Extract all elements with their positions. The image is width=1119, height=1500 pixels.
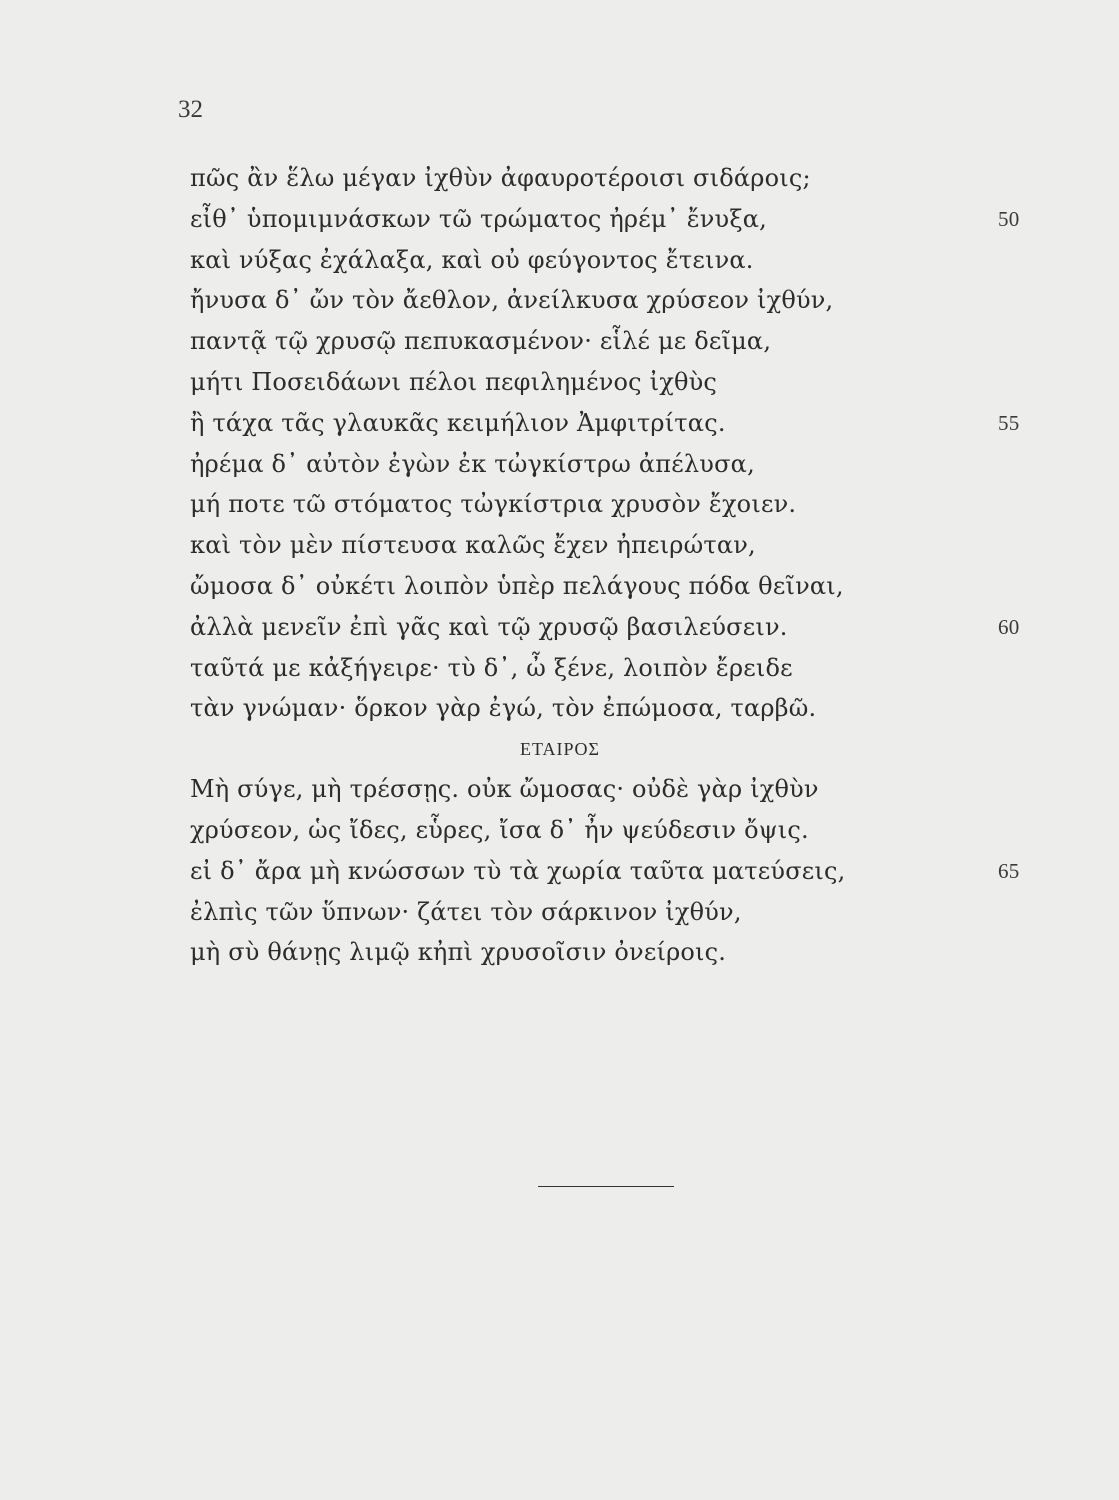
poem-line-text: μὴ σὺ θάνῃς λιμῷ κἠπὶ χρυσοῖσιν ὀνείροις. xyxy=(190,938,727,967)
line-number: 55 xyxy=(998,410,1020,435)
poem-line xyxy=(190,851,1050,892)
poem-line-text: καὶ τὸν μὲν πίστευσα καλῶς ἔχεν ἠπειρώταν, xyxy=(190,531,756,560)
poem-line xyxy=(190,525,1050,566)
poem-line xyxy=(190,321,1050,362)
poem-line-text: ἤνυσα δ᾽ ὤν τὸν ἄεθλον, ἀνείλκυσα χρύσεον ἰχθύν, xyxy=(190,286,834,315)
poem-line xyxy=(190,362,1050,403)
poem-line-text: μήτι Ποσειδάωνι πέλοι πεφιλημένος ἰχθὺς xyxy=(190,367,718,396)
poem-line xyxy=(190,240,1050,281)
poem-line-text: Μὴ σύγε, μὴ τρέσσῃς. οὐκ ὤμοσας· οὐδὲ γὰρ ἰχθὺν xyxy=(190,775,819,804)
poem-line xyxy=(190,444,1050,485)
poem-line xyxy=(190,892,1050,933)
poem-line-text: ταῦτά με κἀξήγειρε· τὺ δ᾽, ὦ ξένε, λοιπὸν ἔρειδε xyxy=(190,653,793,682)
poem-line-text: ἠρέμα δ᾽ αὐτὸν ἐγὼν ἐκ τὠγκίστρω ἀπέλυσα, xyxy=(190,449,755,478)
poem-line xyxy=(190,648,1050,689)
line-number: 50 xyxy=(998,206,1020,231)
poem-line-text: ἀλλὰ μενεῖν ἐπὶ γᾶς καὶ τῷ χρυσῷ βασιλεύσειν. xyxy=(190,612,788,641)
end-rule xyxy=(538,1186,674,1187)
poem-line xyxy=(190,932,1050,973)
speaker-heading: ΕΤΑΙΡΟΣ xyxy=(519,739,601,760)
page-number: 32 xyxy=(178,96,203,123)
poem-line xyxy=(190,566,1050,607)
poem-section-1 xyxy=(190,158,1050,729)
poem-line xyxy=(190,403,1050,444)
poem-line xyxy=(190,688,1050,729)
poem-line-text: ἐλπὶς τῶν ὕπνων· ζάτει τὸν σάρκινον ἰχθύν, xyxy=(190,897,742,926)
poem-line xyxy=(190,607,1050,648)
poem-line-text: μή ποτε τῶ στόματος τὠγκίστρια χρυσὸν ἔχοιεν. xyxy=(190,490,797,519)
line-number: 65 xyxy=(998,858,1020,883)
poem-section-2 xyxy=(190,769,1050,973)
poem-line xyxy=(190,280,1050,321)
poem-line-text: τὰν γνώμαν· ὅρκον γὰρ ἐγώ, τὸν ἐπώμοσα, ταρβῶ. xyxy=(190,694,817,723)
poem-line xyxy=(190,158,1050,199)
poem-line-text: καὶ νύξας ἐχάλαξα, καὶ οὐ φεύγοντος ἔτεινα. xyxy=(190,245,754,274)
poem-line-text: ἢ τάχα τᾶς γλαυκᾶς κειμήλιον Ἀμφιτρίτας. xyxy=(190,408,726,437)
poem-line xyxy=(190,484,1050,525)
poem-line-text: ὤμοσα δ᾽ οὐκέτι λοιπὸν ὑπὲρ πελάγους πόδα θεῖναι, xyxy=(190,571,844,600)
line-number: 60 xyxy=(998,614,1020,639)
poem-line-text: εἶθ᾽ ὑπομιμνάσκων τῶ τρώματος ἠρέμ᾽ ἔνυξα, xyxy=(190,204,768,233)
poem-line-text: εἰ δ᾽ ἄρα μὴ κνώσσων τὺ τὰ χωρία ταῦτα ματεύσεις, xyxy=(190,856,846,885)
poem-line-text: πῶς ἂν ἕλω μέγαν ἰχθὺν ἀφαυροτέροισι σιδάροις; xyxy=(190,164,811,192)
poem-line xyxy=(190,810,1050,851)
poem-body xyxy=(190,158,1050,973)
poem-line xyxy=(190,769,1050,810)
poem-line-text: παντᾷ τῷ χρυσῷ πεπυκασμένον· εἷλέ με δεῖμα, xyxy=(190,327,772,356)
poem-line-text: χρύσεον, ὡς ἴδες, εὗρες, ἴσα δ᾽ ἦν ψεύδεσιν ὄψις. xyxy=(190,815,809,844)
poem-line xyxy=(190,199,1050,240)
